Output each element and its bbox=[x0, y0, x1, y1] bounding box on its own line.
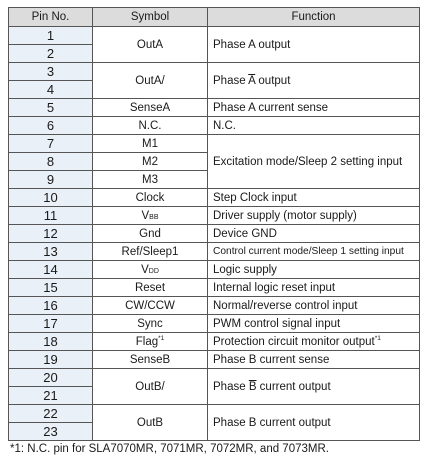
function-cell: Driver supply (motor supply) bbox=[208, 207, 420, 225]
pin-number: 16 bbox=[9, 297, 93, 315]
footnote-marker: *1 bbox=[158, 335, 165, 343]
symbol-cell bbox=[93, 207, 208, 225]
pin-number: 15 bbox=[9, 279, 93, 297]
function-cell: PWM control signal input bbox=[208, 315, 420, 333]
table-row bbox=[9, 189, 420, 207]
symbol-cell: M2 bbox=[93, 153, 208, 171]
function-cell: Internal logic reset input bbox=[208, 279, 420, 297]
function-cell: Phase A output bbox=[208, 27, 420, 63]
header-symbol: Symbol bbox=[93, 8, 208, 27]
pin-number: 8 bbox=[9, 153, 93, 171]
overlined-phase-letter: $\overline{A}$ bbox=[248, 74, 256, 87]
table-row bbox=[9, 261, 420, 279]
table-row bbox=[9, 333, 420, 351]
pin-number: 3 bbox=[9, 63, 93, 81]
function-cell bbox=[208, 369, 420, 405]
table-row bbox=[9, 405, 420, 423]
symbol-cell: CW/CCW bbox=[93, 297, 208, 315]
symbol-cell: OutA bbox=[93, 27, 208, 63]
symbol-subscript: BB bbox=[149, 213, 159, 221]
footnote-marker: *1 bbox=[374, 335, 381, 343]
function-cell: Step Clock input bbox=[208, 189, 420, 207]
function-cell: Phase B current output bbox=[208, 405, 420, 441]
table-row bbox=[9, 315, 420, 333]
pin-number: 5 bbox=[9, 99, 93, 117]
pin-number: 11 bbox=[9, 207, 93, 225]
footnote: *1: N.C. pin for SLA7070MR, 7071MR, 7072MR, and 7073MR. bbox=[10, 443, 329, 455]
table-row bbox=[9, 117, 420, 135]
symbol-cell bbox=[93, 261, 208, 279]
table-row bbox=[9, 99, 420, 117]
pin-table-container bbox=[8, 7, 419, 441]
function-cell: N.C. bbox=[208, 117, 420, 135]
symbol-cell: Sync bbox=[93, 315, 208, 333]
pin-number: 14 bbox=[9, 261, 93, 279]
pin-number: 19 bbox=[9, 351, 93, 369]
function-cell bbox=[208, 63, 420, 99]
symbol-text: V bbox=[141, 263, 149, 276]
pin-number: 6 bbox=[9, 117, 93, 135]
function-cell: Normal/reverse control input bbox=[208, 297, 420, 315]
symbol-cell: Ref/Sleep1 bbox=[93, 243, 208, 261]
pin-number: 10 bbox=[9, 189, 93, 207]
pin-number: 7 bbox=[9, 135, 93, 153]
symbol-cell: OutB bbox=[93, 405, 208, 441]
table-row bbox=[9, 369, 420, 387]
header-function: Function bbox=[208, 8, 420, 27]
pin-table bbox=[8, 7, 420, 441]
symbol-text: V bbox=[141, 209, 150, 222]
table-row bbox=[9, 243, 420, 261]
header-pin-no: Pin No. bbox=[9, 8, 93, 27]
pin-number: 2 bbox=[9, 45, 93, 63]
overlined-phase-letter: $\overline{B}$ bbox=[248, 380, 257, 393]
function-cell: Phase A current sense bbox=[208, 99, 420, 117]
symbol-text: Flag bbox=[135, 335, 159, 348]
symbol-cell: Gnd bbox=[93, 225, 208, 243]
function-text: current output bbox=[256, 380, 331, 393]
pin-number: 20 bbox=[9, 369, 93, 387]
function-text: Phase bbox=[213, 74, 249, 87]
table-row bbox=[9, 207, 420, 225]
pin-number: 18 bbox=[9, 333, 93, 351]
symbol-cell bbox=[93, 333, 208, 351]
function-cell: Device GND bbox=[208, 225, 420, 243]
symbol-cell: M3 bbox=[93, 171, 208, 189]
function-cell: Phase B current sense bbox=[208, 351, 420, 369]
symbol-subscript: DD bbox=[148, 267, 159, 275]
symbol-cell: OutB/ bbox=[93, 369, 208, 405]
function-cell: Control current mode/Sleep 1 setting input bbox=[208, 243, 420, 261]
table-row bbox=[9, 297, 420, 315]
pin-number: 4 bbox=[9, 81, 93, 99]
pin-number: 21 bbox=[9, 387, 93, 405]
symbol-cell: SenseA bbox=[93, 99, 208, 117]
pin-number: 17 bbox=[9, 315, 93, 333]
symbol-cell: SenseB bbox=[93, 351, 208, 369]
table-row bbox=[9, 279, 420, 297]
symbol-cell: Reset bbox=[93, 279, 208, 297]
table-row bbox=[9, 225, 420, 243]
table-row bbox=[9, 351, 420, 369]
table-row bbox=[9, 135, 420, 153]
function-cell: Excitation mode/Sleep 2 setting input bbox=[208, 135, 420, 189]
pin-number: 9 bbox=[9, 171, 93, 189]
pin-number: 1 bbox=[9, 27, 93, 45]
function-text: output bbox=[255, 74, 291, 87]
pin-number: 13 bbox=[9, 243, 93, 261]
symbol-cell: M1 bbox=[93, 135, 208, 153]
pin-number: 23 bbox=[9, 423, 93, 441]
function-cell: Logic supply bbox=[208, 261, 420, 279]
symbol-cell: OutA/ bbox=[93, 63, 208, 99]
function-text: Protection circuit monitor output bbox=[213, 335, 375, 348]
pin-number: 12 bbox=[9, 225, 93, 243]
symbol-cell: N.C. bbox=[93, 117, 208, 135]
symbol-cell: Clock bbox=[93, 189, 208, 207]
header-row bbox=[9, 8, 420, 27]
table-row bbox=[9, 27, 420, 45]
function-cell bbox=[208, 333, 420, 351]
table-row bbox=[9, 63, 420, 81]
function-text: Phase bbox=[213, 380, 249, 393]
pin-number: 22 bbox=[9, 405, 93, 423]
